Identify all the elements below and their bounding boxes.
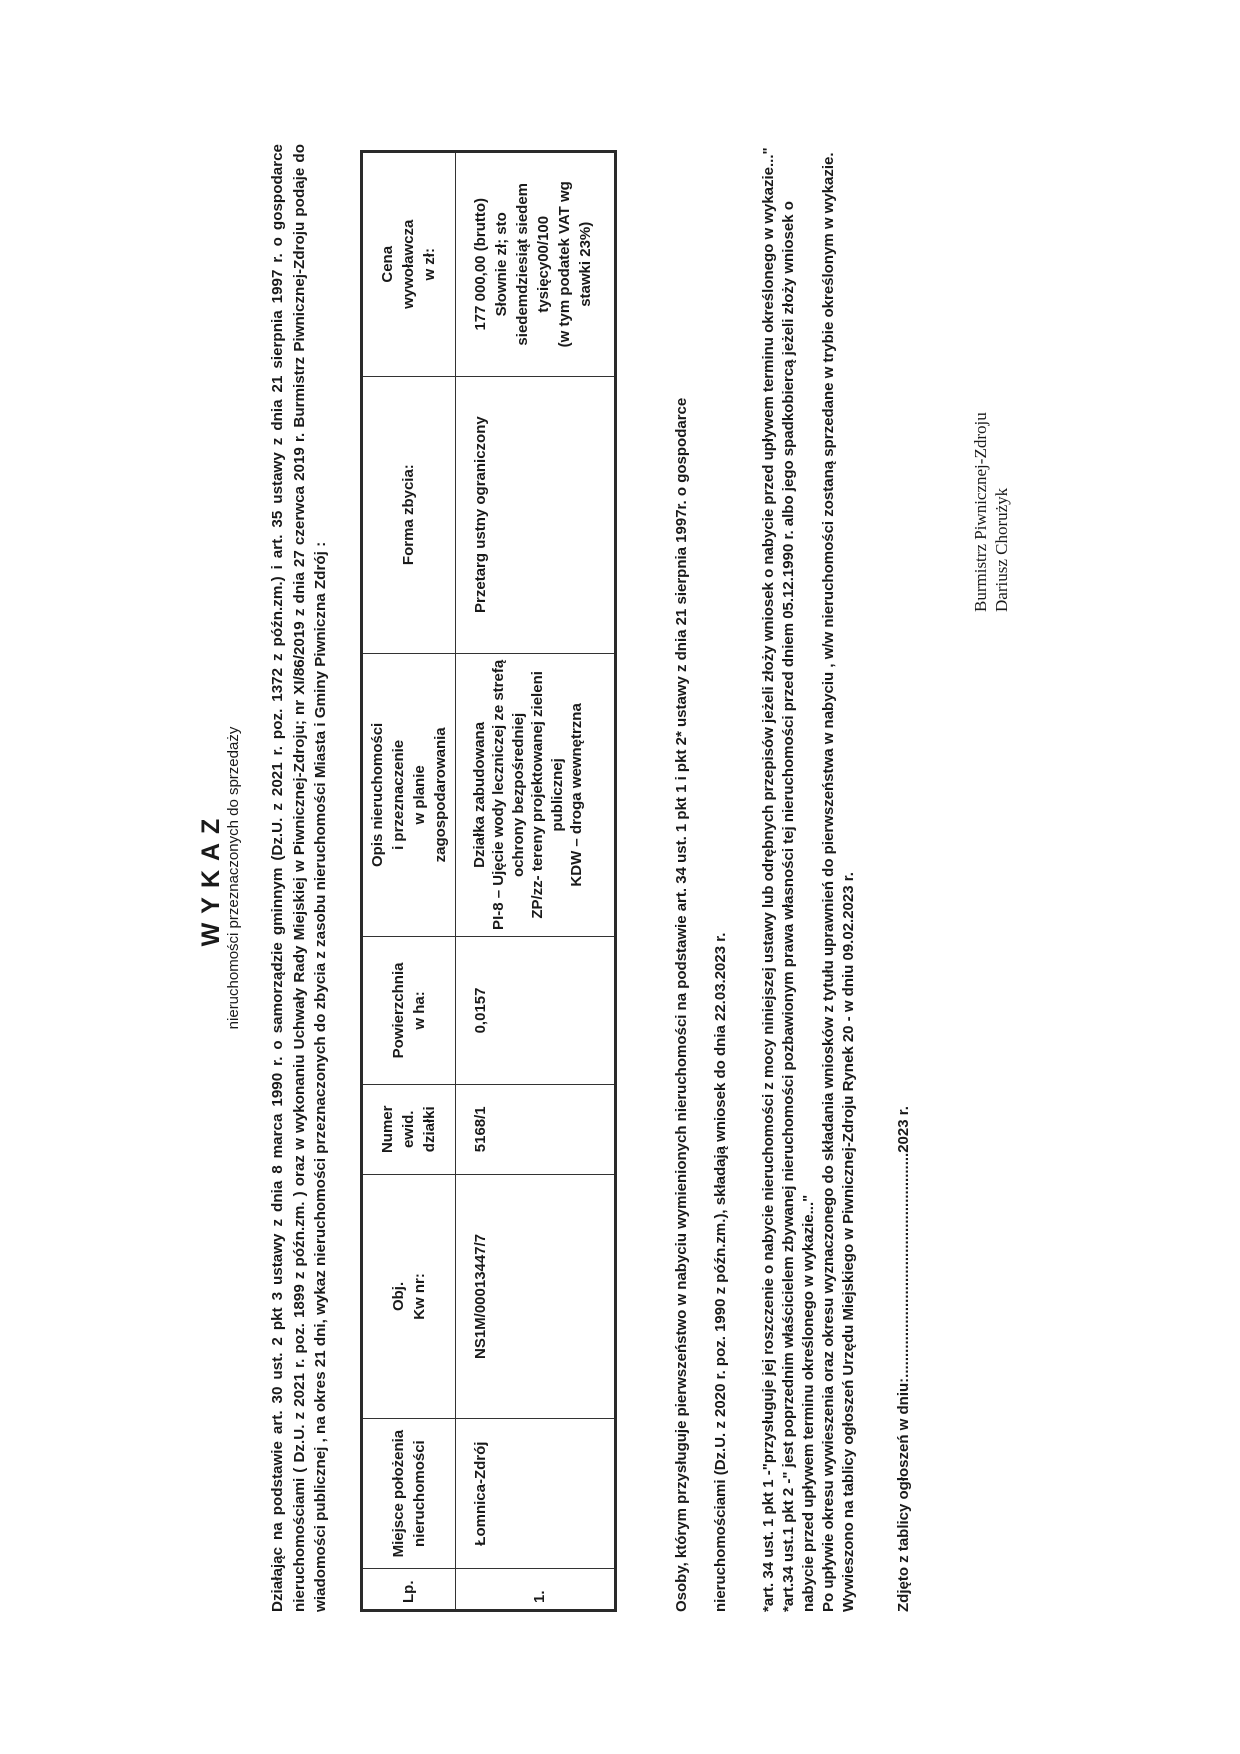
header-form: Forma zbycia: xyxy=(361,376,455,653)
rights-line-2: nieruchomościami (Dz.U. z 2020 r. poz. 1990 z późn.zm.), składają wniosek do dnia 22.03.2023 r. xyxy=(711,932,729,1612)
table-row xyxy=(455,152,615,1611)
signature-title: Burmistrz Piwnicznej-Zdroju xyxy=(971,412,990,612)
header-location: Miejsce położenia nieruchomości xyxy=(361,1419,455,1569)
removed-date-line: Zdjęto z tablicy ogłoszeń w dniu:......................................................2023 r. xyxy=(894,1106,912,1612)
note-posted-date: Wywieszono na tablicy ogłoszeń Urzędu Miejskiego w Piwnicznej-Zdroju Rynek 20 - w dniu 09.02.2023 r. xyxy=(839,872,857,1612)
header-description: Opis nieruchomości i przeznaczenie w planie zagospodarowania xyxy=(361,653,455,936)
footnote-art34-pkt2: *art.34 ust.1 pkt 2 -" jest poprzednim właścicielem zbywanej nieruchomości pozbawionym prawa własności tej nieruchomości przed dniem 05.12.1990 r. albo jego spadkobiercą jeżeli złoży wniosek o nabycie przed upływem terminu określonego w wykazie..." xyxy=(779,201,817,1612)
footnotes xyxy=(759,144,859,1612)
cell-location: Łomnica-Zdrój xyxy=(455,1419,615,1569)
cell-kw: NS1M/00013447/7 xyxy=(455,1174,615,1418)
cell-price: 177 000,00 (brutto) Słownie zł; sto siedemdziesiąt siedem tysięcy00/100 (w tym podatek VAT wg stawki 23%) xyxy=(455,152,615,377)
property-table xyxy=(360,150,617,1612)
intro-paragraph: Działając na podstawie art. 30 ust. 2 pkt 3 ustawy z dnia 8 marca 1990 r. o samorządzie gminnym (Dz.U. z 2021 r. poz. 1372 z późn.zm.) i art. 35 ustawy z dnia 21 sierpnia 1997 r. o gospodarce nieruchomościami ( Dz.U. z 2021 r. poz. 1899 z późn.zm. ) oraz w wykonaniu Uchwały Rady Miejskiej w Piwnicznej-Zdroju; nr XI/86/2019 z dnia 27 czerwca 2019 r. Burmistrz Piwnicznej-Zdroju podaje do wiadomości publicznej , na okres 21 dni, wykaz nieruchomości przeznaczonych do zbycia z zasobu nieruchomości Miasta i Gminy Piwniczna Zdrój : xyxy=(269,144,329,1612)
signature-name: Dariusz Chorużyk xyxy=(992,487,1011,612)
note-after-posting: Po upływie okresu wywieszenia oraz okresu wyznaczonego do składania wniosków z tytułu uprawnień do pierwszeństwa w nabyciu , w/w nieruchomości zostaną sprzedane w trybie określonym w wykazie. xyxy=(819,152,837,1612)
footnote-art34-pkt1: *art. 34 ust. 1 pkt 1 -"przysługuje jej roszczenie o nabycie nieruchomości z mocy niniejszej ustawy lub odrębnych przepisów jeżeli złoży wniosek o nabycie przed upływem terminu określonego w wykazie..." xyxy=(759,147,777,1612)
table-header-row xyxy=(361,152,455,1611)
cell-lp: 1. xyxy=(455,1569,615,1611)
document-title: WYKAZ xyxy=(197,809,225,947)
header-kw: Obj. Kw nr: xyxy=(361,1174,455,1418)
cell-form: Przetarg ustny ograniczony xyxy=(455,376,615,653)
header-plot-number: Numer ewid. działki xyxy=(361,1084,455,1174)
rights-line-1: Osoby, którym przysługuje pierwszeństwo w nabyciu wymienionych nieruchomości na podstawie art. 34 ust. 1 pkt 1 i pkt 2* ustawy z dnia 21 sierpnia 1997r. o gospodarce xyxy=(672,397,690,1612)
header-price: Cena wywoławcza w zł: xyxy=(361,152,455,377)
rotated-document-page xyxy=(195,144,1035,1612)
header-area: Powierzchnia w ha: xyxy=(361,937,455,1085)
document-subtitle: nieruchomości przeznaczonych do sprzedaży xyxy=(225,726,242,1030)
signature-block xyxy=(970,412,1012,612)
header-lp: Lp. xyxy=(361,1569,455,1611)
cell-area: 0,0157 xyxy=(455,937,615,1085)
cell-description: Działka zabudowana PI-8 – Ujęcie wody leczniczej ze strefą ochrony bezpośredniej ZP/zz- tereny projektowanej zieleni publicznej KDW – droga wewnętrzna xyxy=(455,653,615,936)
cell-plot-number: 5168/1 xyxy=(455,1084,615,1174)
